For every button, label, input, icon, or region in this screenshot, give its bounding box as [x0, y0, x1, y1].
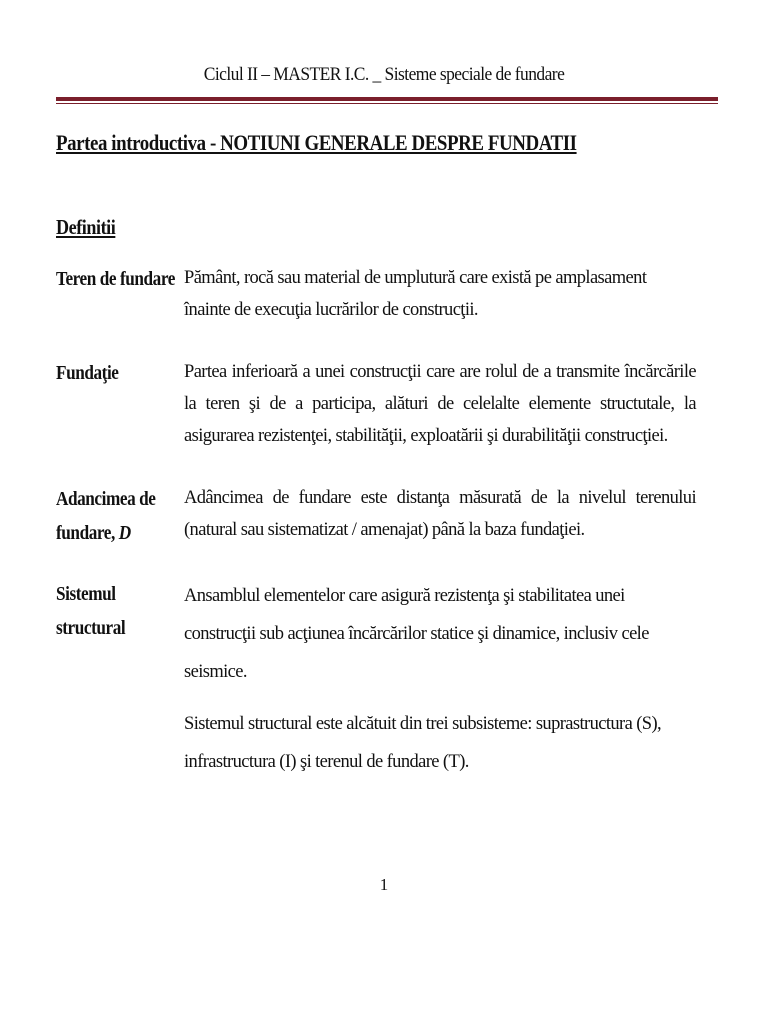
definition-term-line — [56, 516, 157, 550]
running-header: Ciclul II – MASTER I.C. _ Sisteme speciale de fundare — [203, 64, 565, 85]
definition-term: Teren de fundare — [56, 268, 175, 290]
definition-paragraph: Pământ, rocă sau material de umplutură care există pe amplasament înainte de execuţia lucrărilor de construcţii. — [184, 268, 647, 320]
subsection-heading: Definitii — [56, 215, 116, 239]
section-title: Partea introductiva - NOTIUNI GENERALE DESPRE FUNDATII — [56, 130, 577, 155]
definition-text — [184, 577, 696, 795]
definition-term-line: structural — [56, 617, 126, 639]
definition-paragraph: Sistemul structural este alcătuit din trei subsisteme: suprastructura (S), infrastructura (I) şi terenul de fundare (T). — [184, 714, 662, 772]
definition-term: Fundaţie — [56, 362, 119, 384]
header-rule-thin — [56, 103, 718, 104]
definition-text — [184, 262, 696, 340]
definition-paragraph: Ansamblul elementelor care asigură rezistenţa şi stabilitatea unei construcţii sub acţiunea încărcărilor statice şi dinamice, inclusiv cele seismice. — [184, 586, 649, 682]
definition-term-line: Adancimea de — [56, 488, 156, 510]
definition-term-word: fundare, — [56, 522, 115, 544]
definition-paragraph: Adâncimea de fundare este distanţa măsurată de la nivelul terenului (natural sau sistematizat / amenajat) până la baza fundaţiei. — [184, 488, 696, 540]
definition-term-line: Sistemul — [56, 583, 116, 605]
definition-text — [184, 356, 696, 466]
definition-text — [184, 482, 696, 560]
definition-term — [56, 482, 157, 550]
page-number: 1 — [379, 875, 389, 894]
definition-term-symbol: D — [118, 522, 131, 544]
header-rule-thick — [56, 97, 718, 101]
definition-paragraph: Partea inferioară a unei construcţii care are rolul de a transmite încărcările la teren şi de a participa, alături de celelalte elemente structutale, la asigurarea rezistenţei, stabilităţii, exploatării şi durabilităţii construcţiei. — [184, 362, 696, 446]
definition-term — [56, 577, 157, 645]
